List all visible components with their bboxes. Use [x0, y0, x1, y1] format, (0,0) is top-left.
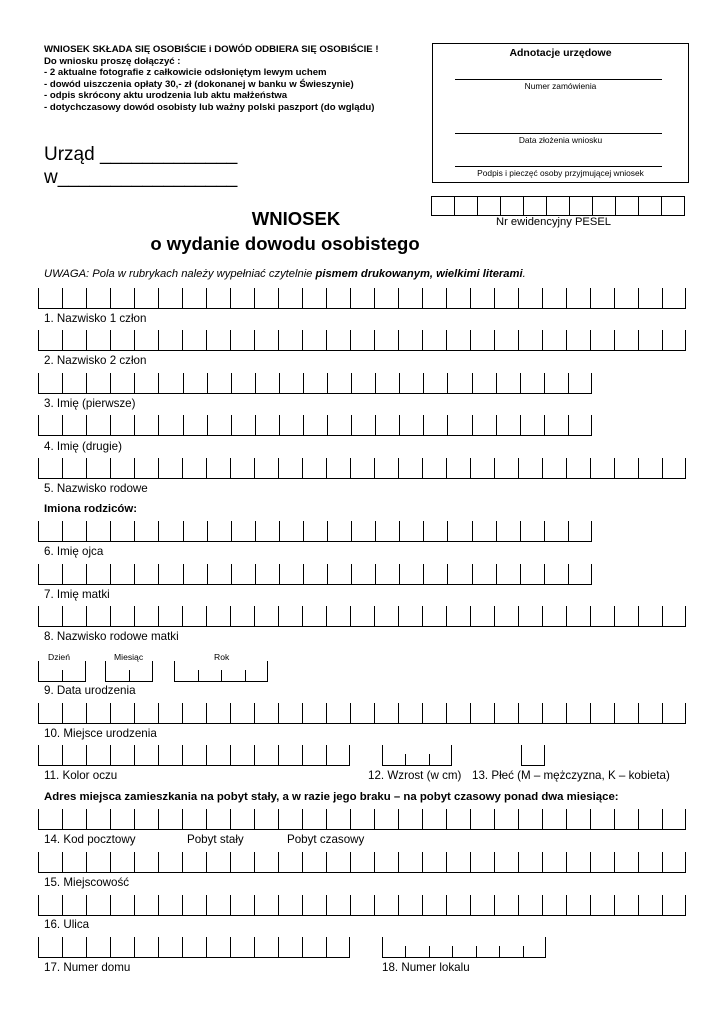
city-label: 15. Miejscowość [44, 876, 130, 889]
house-number-input[interactable] [38, 938, 350, 958]
signature-label: Podpis i pieczęć osoby przyjmującej wniosek [477, 168, 644, 178]
mother-family-name-input[interactable] [38, 607, 686, 627]
birth-place-input[interactable] [38, 704, 686, 724]
father-name-input[interactable] [38, 522, 592, 542]
surname-2-input[interactable] [38, 331, 686, 351]
pesel-label: Nr ewidencyjny PESEL [496, 216, 612, 228]
first-name-label: 3. Imię (pierwsze) [44, 397, 136, 410]
instruction-line: - dowód uiszczenia opłaty 30,- zł (dokonanej w banku w Świeszynie) [44, 78, 354, 90]
parents-section-title: Imiona rodziców: [44, 503, 138, 515]
notice-text: UWAGA: Pola w rubrykach należy wypełniać czytelnie pismem drukowanym, wielkimi literami. [44, 268, 526, 280]
street-input[interactable] [38, 896, 686, 916]
first-name-input[interactable] [38, 374, 592, 394]
postal-code-input[interactable] [38, 810, 686, 830]
second-name-input[interactable] [38, 416, 592, 436]
height-input[interactable] [382, 746, 452, 766]
street-label: 16. Ulica [44, 918, 90, 931]
birth-date-label: 9. Data urodzenia [44, 684, 136, 697]
birth-year-input[interactable] [174, 662, 268, 682]
instruction-line: - 2 aktualne fotografie z całkowicie odsłoniętym lewym uchem [44, 67, 327, 79]
order-number-line[interactable] [455, 79, 662, 80]
instruction-line: - odpis skrócony aktu urodzenia lub aktu małżeństwa [44, 90, 288, 102]
mother-name-input[interactable] [38, 565, 592, 585]
birth-place-label: 10. Miejsce urodzenia [44, 727, 157, 740]
apartment-number-input[interactable] [382, 938, 546, 958]
postal-code-label: 14. Kod pocztowy [44, 833, 136, 846]
day-label: Dzień [48, 652, 70, 662]
order-number-label: Numer zamówienia [524, 81, 597, 91]
mother-family-name-label: 8. Nazwisko rodowe matki [44, 630, 179, 643]
surname-1-label: 1. Nazwisko 1 człon [44, 312, 147, 325]
city-input[interactable] [38, 853, 686, 873]
eye-color-input[interactable] [38, 746, 350, 766]
eye-color-label: 11. Kolor oczu [44, 769, 118, 782]
instruction-line: - dotychczasowy dowód osobisty lub ważny polski paszport (do wglądu) [44, 101, 375, 113]
house-number-label: 17. Numer domu [44, 961, 131, 974]
application-date-label: Data złożenia wniosku [518, 135, 603, 145]
sex-label: 13. Płeć (M – mężczyzna, K – kobieta) [472, 769, 670, 782]
official-annotations-box [432, 43, 689, 183]
office-name-field[interactable]: Urząd _____________ [44, 144, 238, 165]
year-label: Rok [214, 652, 230, 662]
father-name-label: 6. Imię ojca [44, 545, 104, 558]
second-name-label: 4. Imię (drugie) [44, 440, 122, 453]
notice-emphasis: pismem drukowanym, wielkimi literami [315, 268, 523, 280]
official-annotations-title: Adnotacje urzędowe [509, 47, 612, 59]
address-section-title: Adres miejsca zamieszkania na pobyt stały, a w razie jego braku – na pobyt czasowy ponad dwa miesiące: [44, 791, 619, 803]
mother-name-label: 7. Imię matki [44, 588, 110, 601]
office-location-field[interactable]: w_________________ [44, 167, 238, 188]
submission-instructions [44, 44, 436, 114]
apartment-number-label: 18. Numer lokalu [382, 961, 470, 974]
form-title: WNIOSEK [251, 208, 341, 229]
sex-input[interactable] [521, 746, 545, 766]
height-label: 12. Wzrost (w cm) [368, 769, 462, 782]
application-date-line[interactable] [455, 133, 662, 134]
signature-line[interactable] [455, 166, 662, 167]
permanent-residence-label: Pobyt stały [187, 833, 244, 846]
form-subtitle: o wydanie dowodu osobistego [150, 233, 420, 254]
month-label: Miesiąc [114, 652, 144, 662]
pesel-input[interactable] [431, 196, 685, 216]
birth-month-input[interactable] [105, 662, 153, 682]
family-name-input[interactable] [38, 459, 686, 479]
birth-day-input[interactable] [38, 662, 86, 682]
temporary-residence-label: Pobyt czasowy [287, 833, 365, 846]
instruction-line: Do wniosku proszę dołączyć : [44, 55, 181, 67]
instruction-line: WNIOSEK SKŁADA SIĘ OSOBIŚCIE i DOWÓD ODBIERA SIĘ OSOBIŚCIE ! [44, 44, 379, 55]
surname-1-input[interactable] [38, 289, 686, 309]
surname-2-label: 2. Nazwisko 2 człon [44, 354, 147, 367]
family-name-label: 5. Nazwisko rodowe [44, 482, 148, 495]
